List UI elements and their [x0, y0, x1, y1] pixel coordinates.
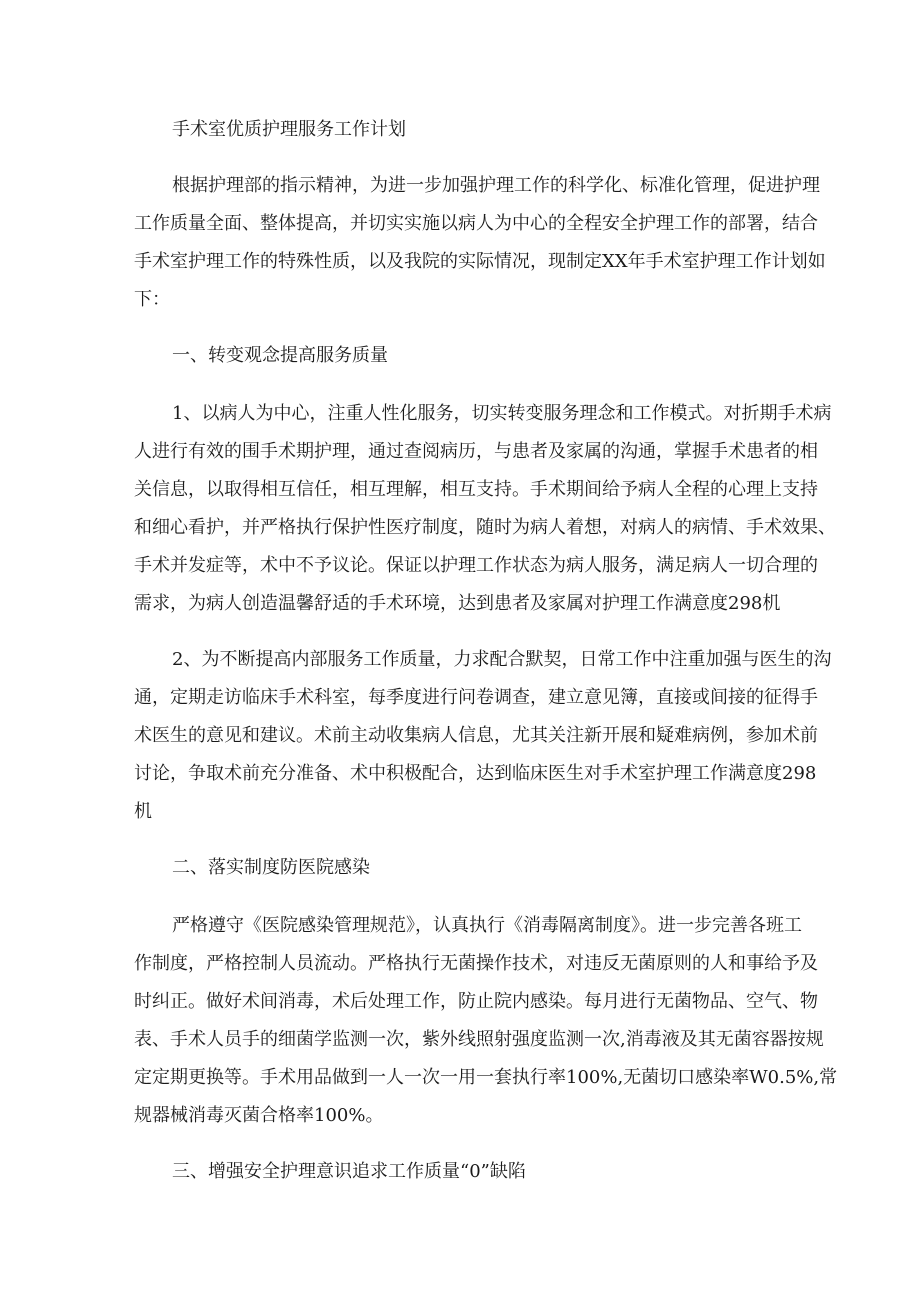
- paragraph-line: 手术并发症等，术中不予议论。保证以护理工作状态为病人服务，满足病人一切合理的: [134, 555, 818, 576]
- paragraph-line: 作制度，严格控制人员流动。严格执行无菌操作技术，对违反无菌原则的人和事给予及: [134, 953, 818, 974]
- section-heading: 一、转变观念提高服务质量: [172, 345, 388, 366]
- paragraph-line: 讨论，争取术前充分准备、术中积极配合，达到临床医生对手术室护理工作满意度298: [134, 763, 817, 784]
- paragraph-line: 手术室护理工作的特殊性质，以及我院的实际情况，现制定XX年手术室护理工作计划如: [134, 251, 826, 272]
- section-heading: 三、增强安全护理意识追求工作质量“0”缺陷: [172, 1161, 526, 1182]
- paragraph-line: 根据护理部的指示精神，为进一步加强护理工作的科学化、标准化管理，促进护理: [172, 175, 820, 196]
- paragraph-line: 术医生的意见和建议。术前主动收集病人信息，尤其关注新开展和疑难病例，参加术前: [134, 725, 818, 746]
- paragraph-line: 工作质量全面、整体提高，并切实实施以病人为中心的全程安全护理工作的部署，结合: [134, 213, 818, 234]
- paragraph-line: 严格遵守《医院感染管理规范》，认真执行《消毒隔离制度》。进一步完善各班工: [172, 915, 802, 936]
- paragraph-line: 定定期更换等。手术用品做到一人一次一用一套执行率100%,无菌切口感染率W0.5%,常: [134, 1067, 838, 1088]
- paragraph-line: 机: [134, 801, 152, 822]
- paragraph-line: 表、手术人员手的细菌学监测一次，紫外线照射强度监测一次,消毒液及其无菌容器按规: [134, 1029, 824, 1050]
- paragraph-line: 1、以病人为中心，注重人性化服务，切实转变服务理念和工作模式。对折期手术病: [172, 403, 832, 424]
- section-heading: 二、落实制度防医院感染: [172, 857, 370, 878]
- paragraph-line: 规器械消毒灭菌合格率100%。: [134, 1105, 384, 1126]
- paragraph-line: 和细心看护，并严格执行保护性医疗制度，随时为病人着想，对病人的病情、手术效果、: [134, 517, 836, 538]
- paragraph-line: 下：: [134, 289, 170, 310]
- paragraph-line: 需求，为病人创造温馨舒适的手术环境，达到患者及家属对护理工作满意度298机: [134, 593, 781, 614]
- paragraph-line: 通，定期走访临床手术科室，每季度进行问卷调查，建立意见簿，直接或间接的征得手: [134, 687, 818, 708]
- paragraph-line: 人进行有效的围手术期护理，通过查阅病历，与患者及家属的沟通，掌握手术患者的相: [134, 441, 818, 462]
- document-title: 手术室优质护理服务工作计划: [172, 119, 406, 140]
- paragraph-line: 2、为不断提高内部服务工作质量，力求配合默契，日常工作中注重加强与医生的沟: [172, 649, 832, 670]
- paragraph-line: 时纠正。做好术间消毒，术后处理工作，防止院内感染。每月进行无菌物品、空气、物: [134, 991, 818, 1012]
- paragraph-line: 关信息，以取得相互信任，相互理解，相互支持。手术期间给予病人全程的心理上支持: [134, 479, 818, 500]
